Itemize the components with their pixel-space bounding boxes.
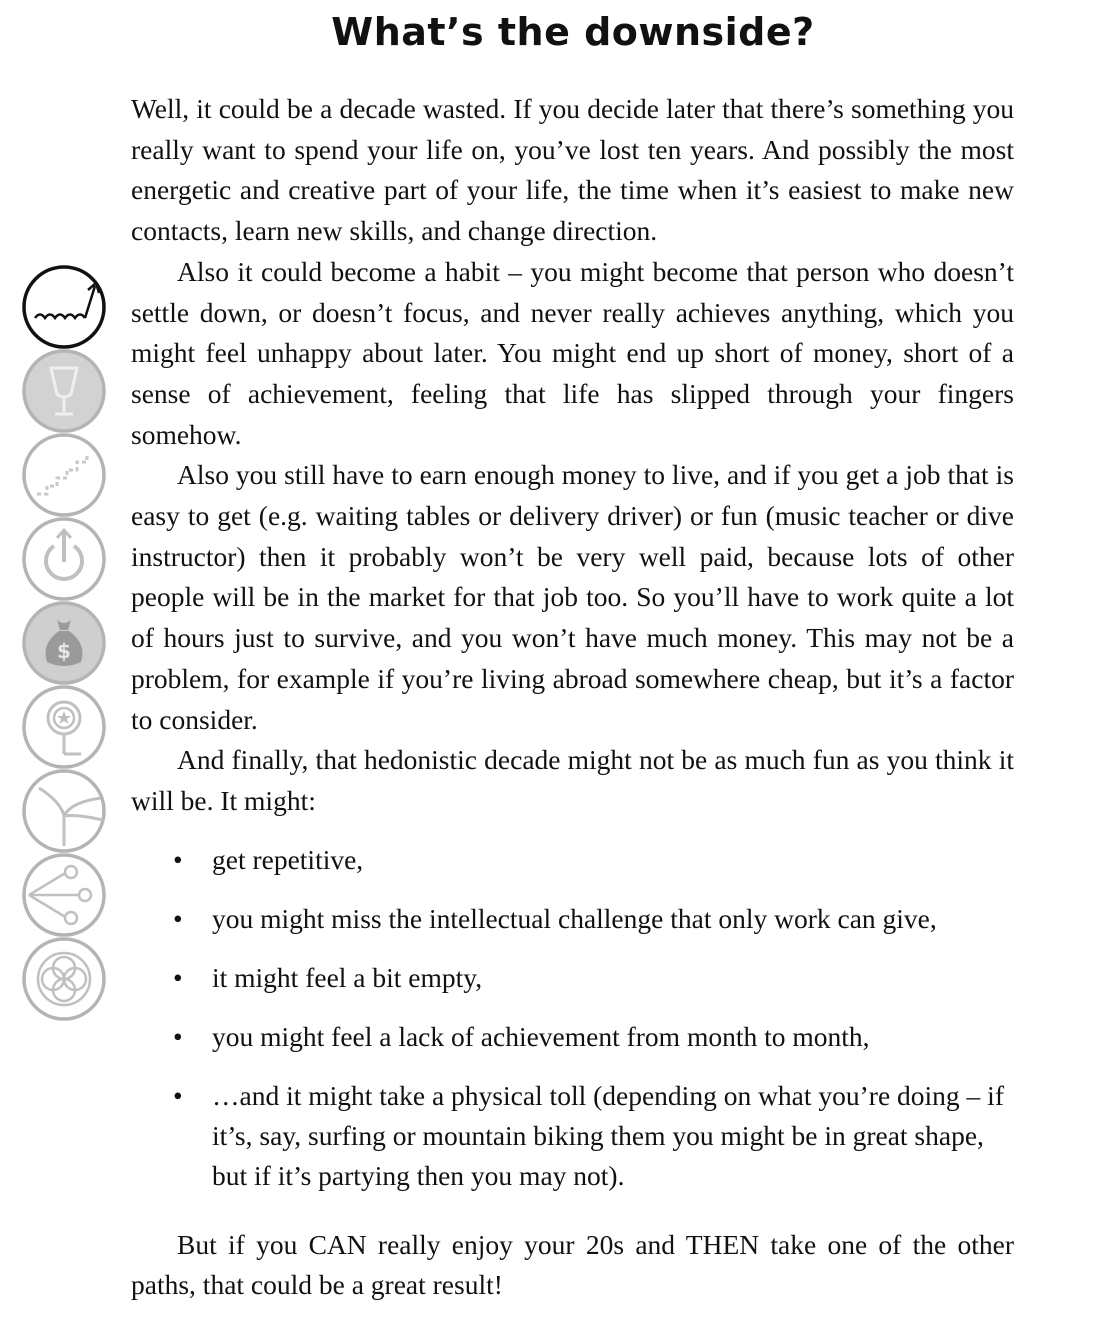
fork-path-icon xyxy=(21,768,107,854)
paragraph: Well, it could be a decade wasted. If you decide later that there’s something you really want to spend your life on, you’ve lost ten years. And possibly the most energetic and creative part of your life, the time when it’s easiest to make new contacts, learn new skills, and change direction. xyxy=(131,93,1014,247)
bullet-icon: • xyxy=(173,1079,183,1111)
list-item-text: …and it might take a physical toll (depending on what you’re doing – if it’s, say, surfing or mountain biking them you might be in great shape, but if it’s partying then you may not). xyxy=(212,1079,1004,1191)
page-title: What’s the downside? xyxy=(331,10,815,54)
money-bag-label: $ xyxy=(57,639,71,663)
list-item xyxy=(131,840,1014,880)
list-item-text: you might miss the intellectual challenge that only work can give, xyxy=(212,902,937,934)
goblet-icon xyxy=(21,348,107,434)
flower-of-life-icon xyxy=(21,936,107,1022)
bullet-icon: • xyxy=(173,843,183,875)
bullet-icon: • xyxy=(173,961,183,993)
body-text xyxy=(131,89,1014,1306)
list-item xyxy=(131,899,1014,939)
rising-wave-arrow-icon xyxy=(21,264,107,350)
staircase-icon xyxy=(21,432,107,518)
paragraph: Also you still have to earn enough money to live, and if you get a job that is easy to get (e.g. waiting tables or delivery driver) or fun (music teacher or dive instructor) then it probably won’t be very well paid, because lots of other people will be in the market for that job too. So you’ll have to work quite a lot of hours just to survive, and you won’t have much money. This may not be a problem, for example if you’re living abroad somewhere cheap, but it’s a factor to consider. xyxy=(131,459,1014,735)
paragraph: Also it could become a habit – you might become that person who doesn’t settle down, or doesn’t focus, and never really achieves anything, which you might feel unhappy about later. You might end up short of money, short of a sense of achievement, feeling that life has slipped through your fingers somehow. xyxy=(131,255,1014,450)
list-item-text: you might feel a lack of achievement from month to month, xyxy=(212,1020,870,1052)
list-item-text: it might feel a bit empty, xyxy=(212,961,483,993)
paragraph: And finally, that hedonistic decade might not be as much fun as you think it will be. It might: xyxy=(131,744,1014,816)
star-key-icon xyxy=(21,684,107,770)
list-item xyxy=(131,1017,1014,1057)
list-item xyxy=(131,958,1014,998)
closing-paragraph: But if you CAN really enjoy your 20s and THEN take one of the other paths, that could be a great result! xyxy=(131,1228,1014,1301)
list-item xyxy=(131,1076,1014,1196)
power-symbol-icon xyxy=(21,516,107,602)
bullet-list xyxy=(131,840,1014,1196)
bullet-icon: • xyxy=(173,1020,183,1052)
bullet-icon: • xyxy=(173,902,183,934)
money-bag-icon xyxy=(21,600,107,686)
branching-nodes-icon xyxy=(21,852,107,938)
list-item-text: get repetitive, xyxy=(212,843,364,875)
